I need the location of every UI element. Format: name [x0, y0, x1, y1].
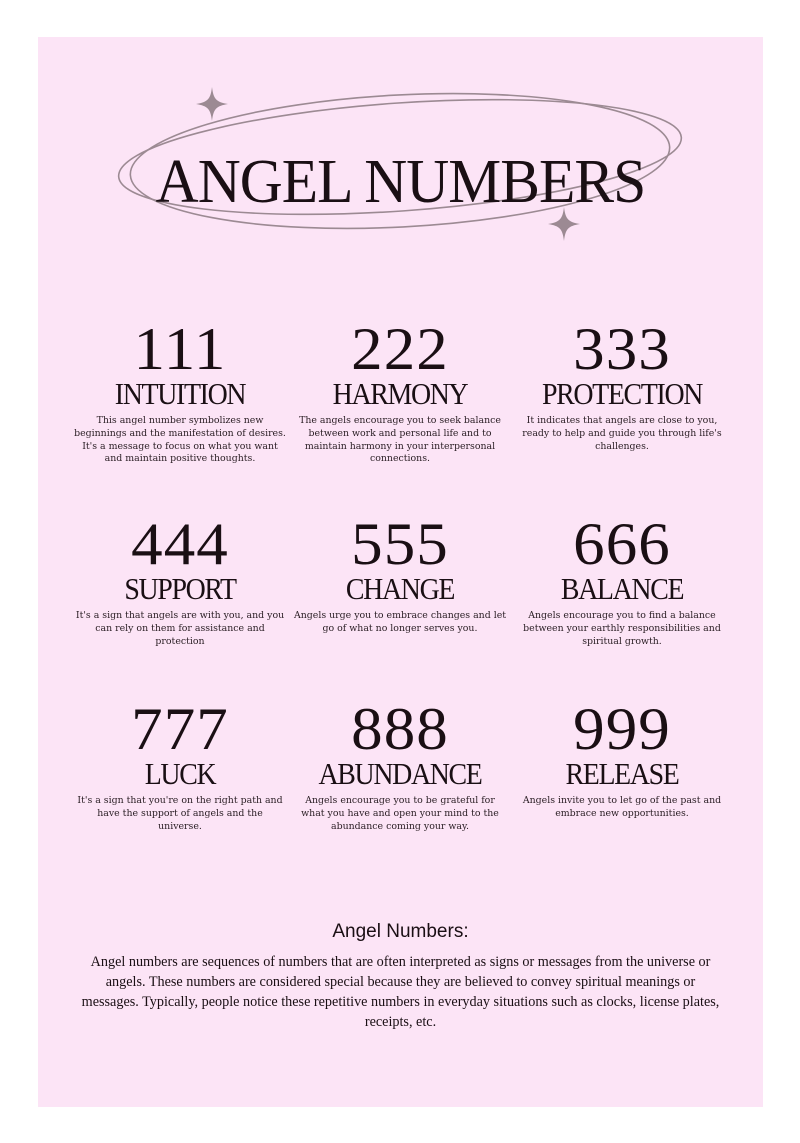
card-444 [74, 511, 286, 648]
angel-meaning: CHANGE [345, 571, 455, 606]
angel-number: 777 [131, 696, 229, 762]
angel-number: 333 [573, 316, 671, 382]
angel-number: 888 [351, 696, 449, 762]
card-999 [516, 696, 728, 821]
angel-description: It's a sign that angels are with you, and you can rely on them for assistance and protection [75, 610, 285, 647]
footer-title: Angel Numbers: [332, 921, 469, 942]
angel-meaning: PROTECTION [541, 376, 703, 411]
angel-number: 999 [573, 696, 671, 762]
angel-meaning: RELEASE [565, 756, 679, 791]
angel-description: This angel number symbolizes new beginnings and the manifestation of desires. It's a message to focus on what you want and maintain positive thoughts. [74, 415, 286, 465]
angel-number: 222 [351, 316, 449, 382]
angel-meaning: HARMONY [332, 376, 468, 411]
angel-description: It's a sign that you're on the right path and have the support of angels and the universe. [77, 795, 283, 832]
angel-description: The angels encourage you to seek balance between work and personal life and to maintain harmony in your interpersonal connections. [299, 415, 501, 465]
poster-background [38, 37, 763, 1107]
angel-meaning: ABUNDANCE [318, 756, 482, 791]
angel-meaning: SUPPORT [124, 571, 236, 606]
angel-number: 555 [351, 511, 449, 577]
card-333 [516, 316, 728, 453]
angel-number: 666 [573, 511, 671, 577]
angel-meaning: INTUITION [114, 376, 246, 411]
angel-description: It indicates that angels are close to you, ready to help and guide you through life's challenges. [522, 415, 722, 452]
card-777 [74, 696, 286, 833]
page-title: ANGEL NUMBERS [155, 148, 646, 216]
angel-description: Angels invite you to let go of the past and embrace new opportunities. [522, 795, 722, 819]
card-111 [74, 316, 286, 466]
card-888 [294, 696, 506, 833]
angel-description: Angels urge you to embrace changes and let go of what no longer serves you. [294, 610, 507, 634]
card-222 [294, 316, 506, 466]
angel-number: 444 [131, 511, 229, 577]
card-555 [294, 511, 507, 636]
angel-meaning: LUCK [144, 756, 216, 791]
angel-meaning: BALANCE [560, 571, 684, 606]
angel-description: Angels encourage you to be grateful for what you have and open your mind to the abundance coming your way. [301, 795, 499, 832]
angel-number: 111 [133, 316, 227, 382]
angel-number-grid [38, 37, 763, 937]
card-666 [516, 511, 728, 648]
angel-description: Angels encourage you to find a balance between your earthly responsibilities and spiritual growth. [523, 610, 721, 647]
footer-body: Angel numbers are sequences of numbers that are often interpreted as signs or messages from the universe or angels. These numbers are considered special because they are believed to convey spiritual meanings or messages. Typically, people notice these repetitive numbers in everyday situations such as clocks, license plates, receipts, etc. [81, 954, 720, 1030]
